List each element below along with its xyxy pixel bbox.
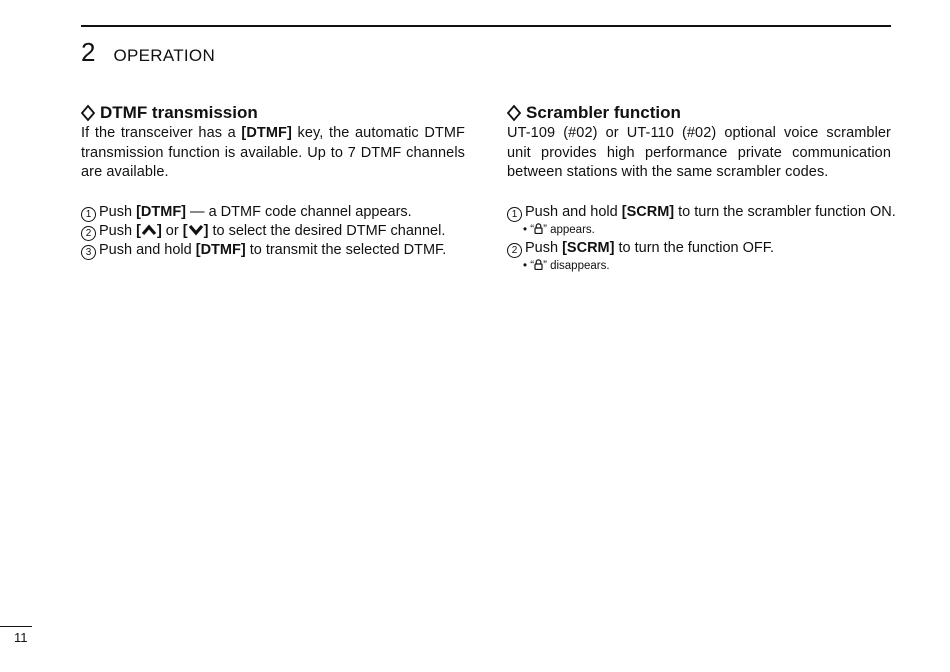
step-number: 2 — [81, 226, 96, 241]
step-text: Push — [525, 239, 563, 256]
scrambler-intro: UT-109 (#02) or UT-110 (#02) optional voice scrambler unit provides high performance private communication between stations with the same scrambler codes. — [507, 125, 891, 180]
dtmf-intro — [81, 124, 465, 183]
step-text: Push — [99, 203, 137, 220]
scrambler-section — [507, 102, 896, 275]
step-text: to turn the function OFF. — [614, 239, 775, 256]
chevron-down-icon — [188, 224, 204, 236]
header-rule — [81, 25, 891, 27]
scrambler-heading-text: Scrambler function — [526, 103, 681, 122]
dtmf-key-label: [DTMF] — [241, 125, 292, 141]
step-text: to transmit the selected DTMF. — [245, 241, 447, 258]
step-item — [507, 203, 896, 222]
scrambler-indicator-icon — [534, 223, 543, 234]
step-item — [81, 203, 465, 222]
chevron-up-icon — [141, 224, 157, 236]
page-number: 11 — [14, 630, 28, 645]
dtmf-key-label: [DTMF] — [136, 203, 187, 220]
step-number: 1 — [81, 207, 96, 222]
scrambler-heading — [507, 102, 891, 124]
page-number-rule — [0, 626, 32, 627]
step-text: Push and hold — [99, 241, 196, 258]
scrm-key-label: [SCRM] — [621, 203, 675, 220]
diamond-bullet-icon — [507, 104, 521, 122]
step-item — [81, 241, 465, 260]
dtmf-section — [81, 102, 465, 260]
note-text: ” disappears. — [543, 259, 610, 272]
step-number: 3 — [81, 245, 96, 260]
chapter-header — [81, 38, 215, 66]
dtmf-heading-text: DTMF transmission — [100, 103, 258, 122]
step-text: — a DTMF code channel appears. — [186, 203, 412, 220]
dtmf-intro-part: If the transceiver has a — [81, 125, 242, 141]
scrambler-indicator-icon — [534, 259, 543, 270]
step-item — [81, 222, 465, 241]
step-text: Push and hold — [525, 203, 622, 220]
chapter-title: OPERATION — [113, 46, 216, 65]
step-note — [523, 222, 891, 239]
step-number: 1 — [507, 207, 522, 222]
step-text: to turn the scrambler function ON. — [674, 203, 896, 220]
key-bracket: ] — [156, 222, 162, 239]
key-bracket: [ — [136, 222, 141, 239]
scrm-key-label: [SCRM] — [562, 239, 615, 256]
diamond-bullet-icon — [81, 104, 95, 122]
step-item — [507, 239, 891, 258]
step-number: 2 — [507, 243, 522, 258]
key-bracket: [ — [182, 222, 188, 239]
note-text: ” appears. — [543, 223, 595, 236]
step-text: Push — [99, 222, 137, 239]
step-text: or — [161, 222, 183, 239]
dtmf-key-label: [DTMF] — [195, 241, 246, 258]
key-bracket: ] — [203, 222, 209, 239]
dtmf-heading — [81, 102, 465, 124]
note-text: • “ — [523, 223, 535, 236]
dtmf-steps — [81, 203, 465, 260]
scrambler-steps — [507, 203, 896, 275]
dtmf-intro-part: key, the automatic DTMF transmission function is available. Up to 7 DTMF channels are available. — [81, 125, 465, 180]
step-note — [523, 258, 891, 275]
chapter-number: 2 — [81, 37, 96, 67]
step-text: to select the desired DTMF channel. — [208, 222, 446, 239]
note-text: • “ — [523, 259, 535, 272]
